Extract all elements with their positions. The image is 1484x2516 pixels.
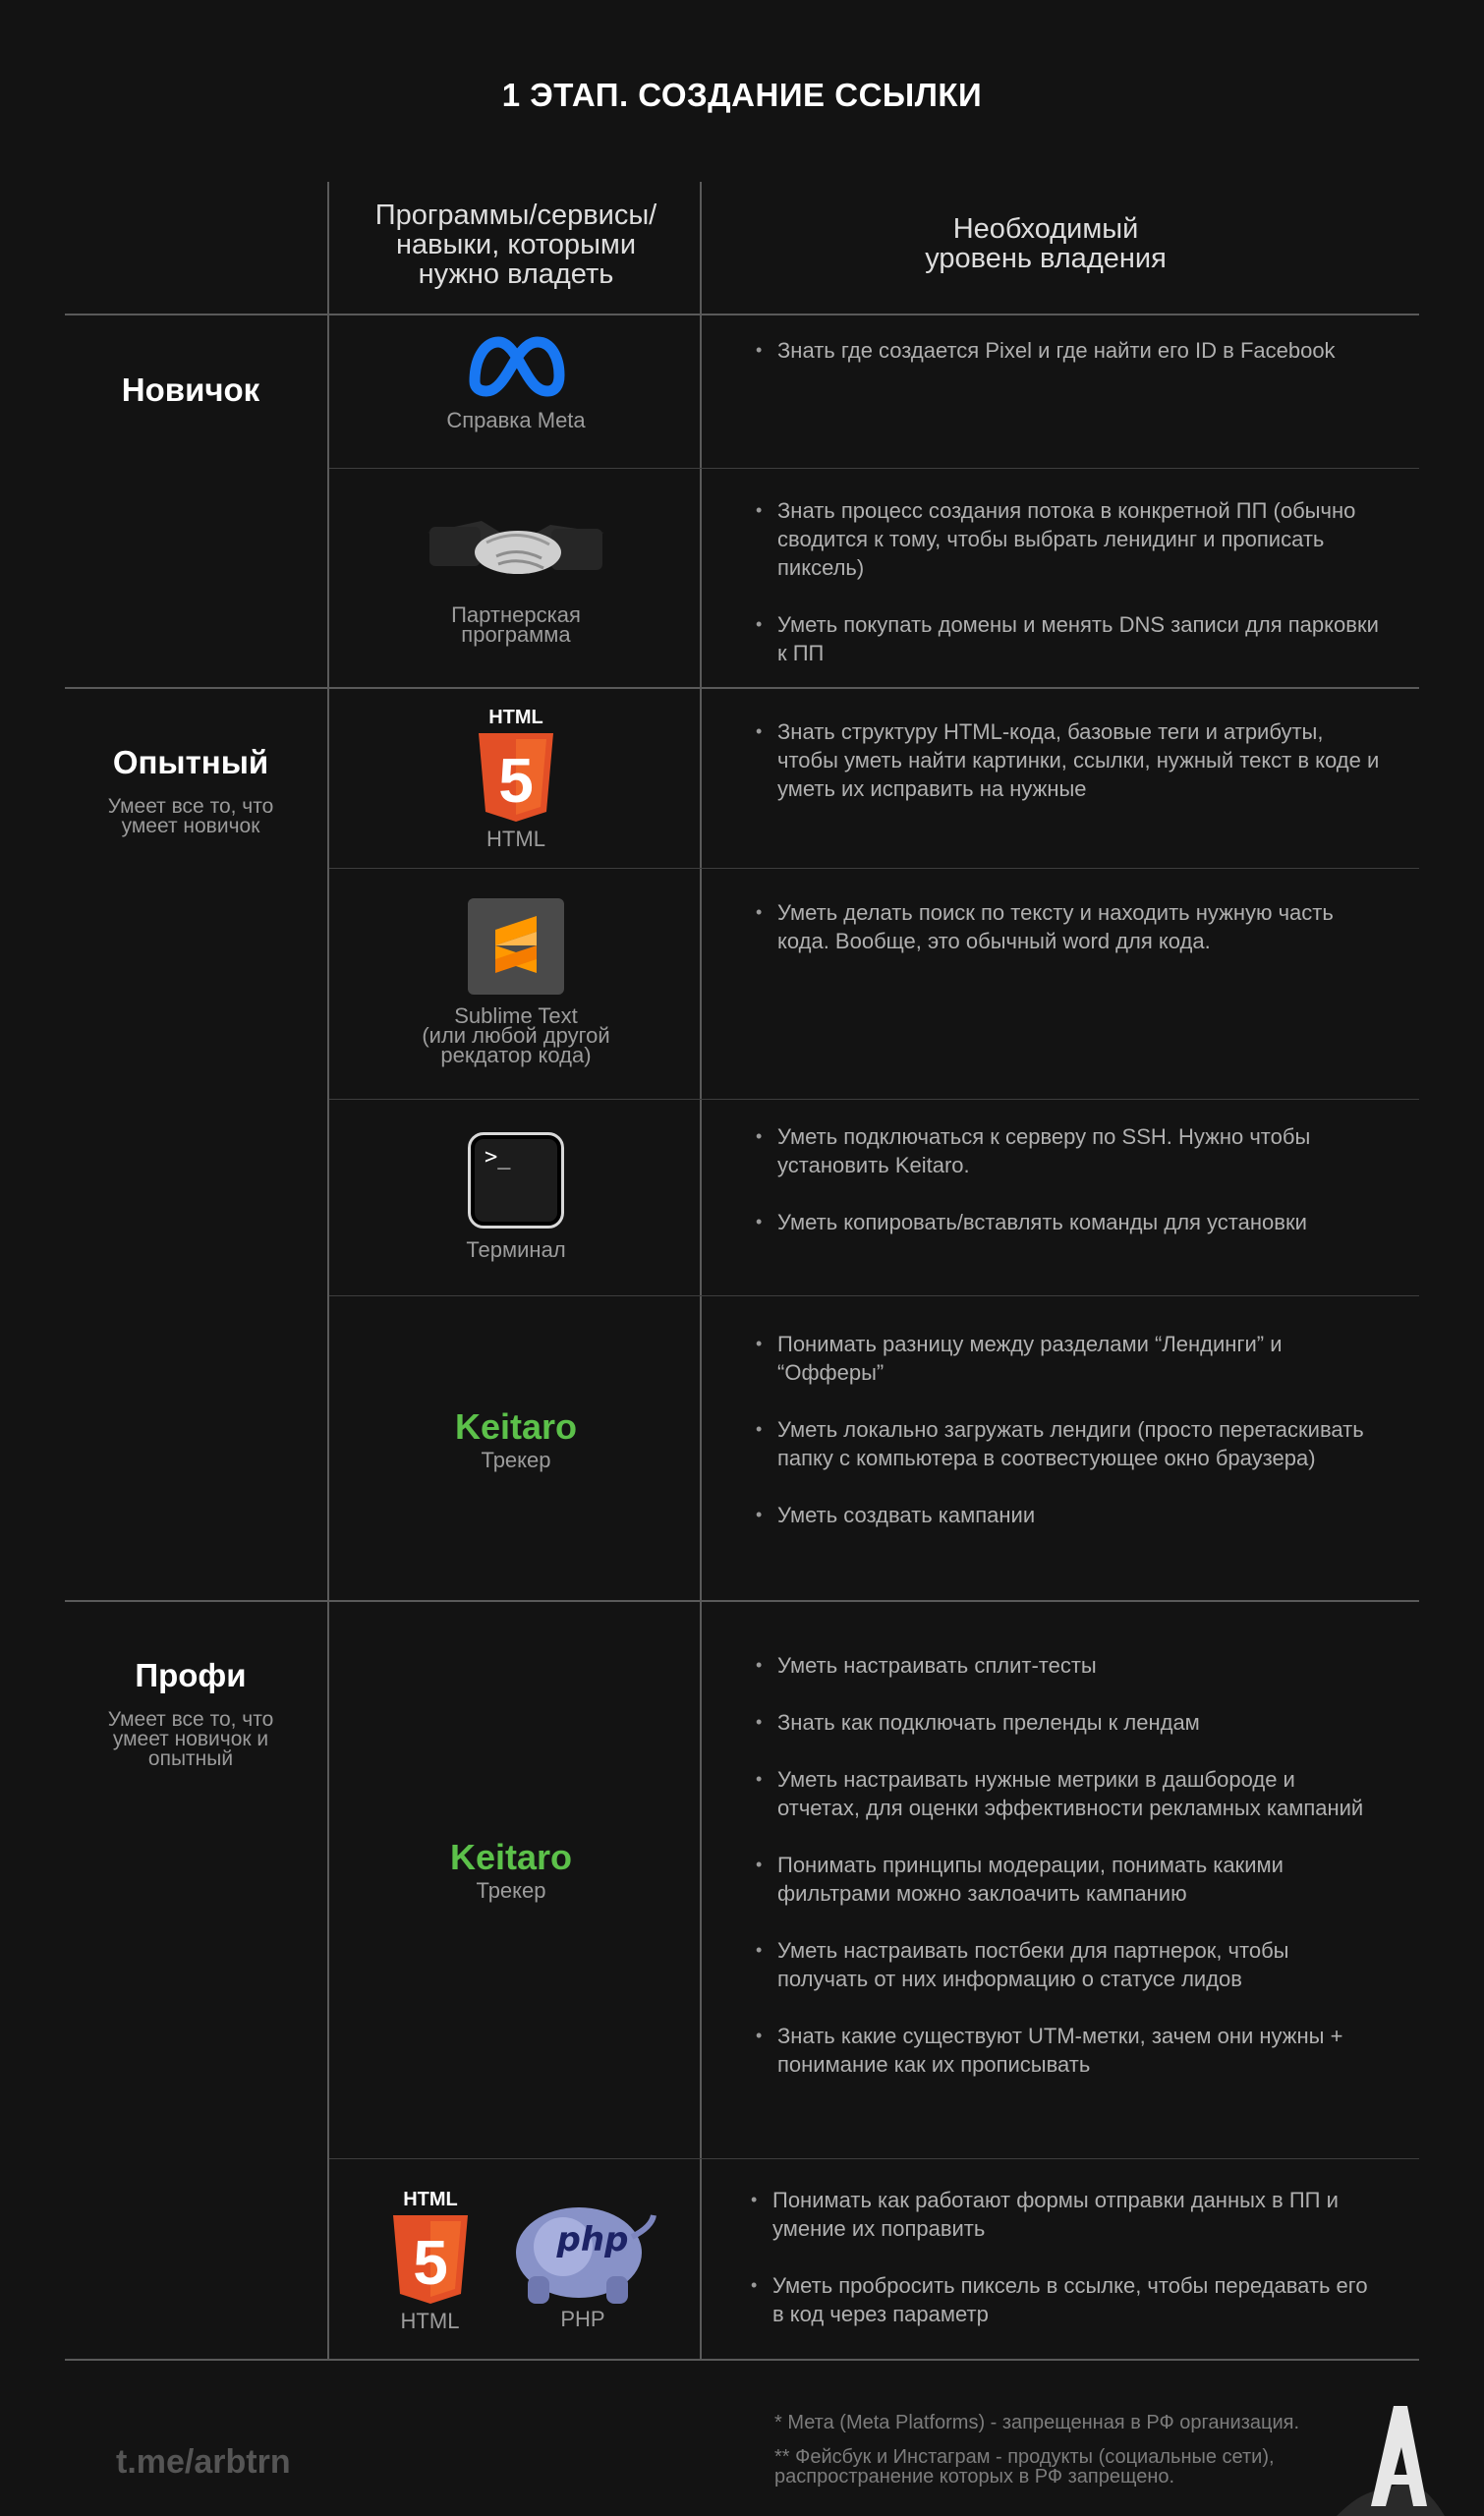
tool-php (499, 2198, 666, 2329)
tool-caption: HTML (400, 2309, 460, 2333)
requirements-keitaro (752, 1330, 1381, 1529)
tool-caption-line: рекдатор кода) (440, 1043, 592, 1067)
tool-caption: HTML (486, 827, 545, 851)
level-description-line: умеет новичок и (112, 1728, 269, 1750)
tool-html (329, 706, 703, 849)
header-level-line: Необходимый (952, 213, 1139, 245)
tool-caption (422, 1003, 610, 1067)
tool-caption-line: (или любой другой (422, 1023, 610, 1048)
divider-section (65, 687, 1419, 689)
divider-header (65, 314, 1419, 315)
level-description-line: Умеет все то, что (107, 795, 274, 818)
handshake-icon (428, 513, 604, 592)
php-elephant-icon (504, 2198, 661, 2308)
footnote-meta: * Мета (Meta Platforms) - запрещенная в РФ организация. (774, 2412, 1300, 2433)
requirements-terminal (752, 1122, 1381, 1236)
requirement-item: • Уметь настраивать постбеки для партнерок, чтобы получать от них информацию о статусе лидов (752, 1936, 1381, 1993)
requirement-item: • Знать где создается Pixel и где найти его ID в Facebook (752, 336, 1381, 365)
divider-row (329, 1295, 1419, 1296)
requirement-item: • Знать структуру HTML-кода, базовые теги и атрибуты, чтобы уметь найти картинки, ссылки, нужный текст в коде и уметь их исправить на нужные (752, 717, 1381, 803)
telegram-link[interactable]: t.me/arbtrn (116, 2443, 291, 2481)
requirements-meta (752, 336, 1381, 365)
tool-caption-line: Партнерская (451, 602, 581, 627)
requirement-item: • Знать какие существуют UTM-метки, зачем они нужны + понимание как их прописывать (752, 2022, 1381, 2079)
level-pro (65, 1657, 316, 1769)
requirements-sublime (752, 898, 1381, 955)
footnote-line: ** Фейсбук и Инстаграм - продукты (социальные сети), (774, 2446, 1275, 2468)
php-logo-text: php (556, 2220, 629, 2259)
requirement-item: • Уметь настраивать сплит-тесты (752, 1651, 1381, 1680)
level-description-line: Умеет все то, что (107, 1708, 274, 1731)
requirement-item: • Уметь создвать кампании (752, 1501, 1381, 1529)
header-tools-line: нужно владеть (418, 258, 614, 290)
requirement-item: • Уметь делать поиск по тексту и находить нужную часть кода. Вообще, это обычный word для кода. (752, 898, 1381, 955)
level-novice (65, 372, 316, 409)
level-description-line: умеет новичок (121, 815, 260, 837)
divider-bottom (65, 2359, 1419, 2361)
divider-section (65, 1600, 1419, 1602)
divider-row (329, 2158, 1419, 2159)
tool-keitaro-pro (324, 1837, 698, 1903)
level-description-line: опытный (147, 1747, 234, 1770)
keitaro-logo: Keitaro (449, 1837, 573, 1877)
page-title: 1 ЭТАП. СОЗДАНИЕ ССЫЛКИ (501, 77, 983, 113)
level-experienced (65, 744, 316, 836)
level-description (65, 1710, 316, 1769)
tool-caption: Трекер (481, 1448, 551, 1472)
requirement-item: • Понимать как работают формы отправки данных в ПП и умение их поправить (747, 2186, 1376, 2243)
requirement-item: • Понимать разницу между разделами “Лендинги” и “Офферы” (752, 1330, 1381, 1387)
requirement-item: • Уметь копировать/вставлять команды для установки (752, 1208, 1381, 1236)
requirements-html-php (747, 2186, 1376, 2328)
level-name: Опытный (112, 744, 269, 780)
tool-html-pro (373, 2188, 486, 2331)
divider-row (329, 868, 1419, 869)
footnote-line: распространение которых в РФ запрещено. (774, 2466, 1175, 2487)
brand-logo-icon (1317, 2398, 1464, 2516)
tool-caption-line: программа (461, 622, 571, 647)
requirement-item: • Уметь пробросить пиксель в ссылке, чтобы передавать его в код через параметр (747, 2271, 1376, 2328)
requirement-item: • Уметь подключаться к серверу по SSH. Нужно чтобы установить Keitaro. (752, 1122, 1381, 1179)
header-tools (329, 200, 703, 289)
level-name: Профи (135, 1657, 247, 1693)
divider-vertical-left (327, 182, 329, 2360)
meta-logo-icon (467, 334, 565, 401)
html5-digit: 5 (498, 745, 534, 816)
tool-partner-program (329, 513, 703, 645)
requirements-html (752, 717, 1381, 803)
header-tools-line: Программы/сервисы/ (374, 200, 657, 231)
tool-caption: Трекер (476, 1878, 546, 1903)
tool-meta (329, 334, 703, 430)
terminal-icon (468, 1132, 564, 1229)
tool-caption: PHP (560, 2307, 605, 2331)
sublime-text-icon (468, 898, 564, 995)
requirement-item: • Уметь настраивать нужные метрики в дашбороде и отчетах, для оценки эффективности рекламных кампаний (752, 1765, 1381, 1822)
tool-keitaro (329, 1406, 703, 1472)
requirement-item: • Знать процесс создания потока в конкретной ПП (обычно сводится к тому, чтобы выбрать ленидинг и прописать пиксель) (752, 496, 1381, 582)
terminal-prompt: >_ (485, 1145, 511, 1170)
divider-row (329, 468, 1419, 469)
divider-vertical-right (700, 182, 702, 2360)
tool-sublime-text (329, 898, 703, 1065)
header-level-line: уровень владения (925, 243, 1167, 274)
requirement-item: • Знать как подключать преленды к лендам (752, 1708, 1381, 1737)
requirement-item: • Понимать принципы модерации, понимать какими фильтрами можно заклоачить кампанию (752, 1851, 1381, 1908)
html5-badge-text: HTML (402, 2189, 458, 2210)
keitaro-logo: Keitaro (454, 1406, 578, 1447)
tool-caption: Справка Meta (446, 408, 586, 432)
html5-digit: 5 (412, 2227, 448, 2298)
header-level (702, 214, 1390, 273)
html5-badge-text: HTML (488, 707, 543, 728)
html5-icon (474, 706, 558, 826)
html5-icon (388, 2188, 473, 2308)
requirement-item: • Уметь локально загружать лендиги (просто перетаскивать папку с компьютера в соотвестующее окно браузера) (752, 1415, 1381, 1472)
level-name: Новичок (121, 372, 260, 408)
level-description (65, 797, 316, 836)
requirements-partner (752, 496, 1381, 667)
tool-caption-line: Sublime Text (454, 1003, 578, 1028)
tool-caption (451, 602, 581, 647)
tool-caption: Терминал (466, 1237, 566, 1262)
requirements-keitaro-pro (752, 1651, 1381, 2079)
divider-row (329, 1099, 1419, 1100)
tool-terminal (329, 1132, 703, 1260)
requirement-item: • Уметь покупать домены и менять DNS записи для парковки к ПП (752, 610, 1381, 667)
header-tools-line: навыки, которыми (395, 229, 637, 260)
footnote-social (774, 2447, 1364, 2487)
